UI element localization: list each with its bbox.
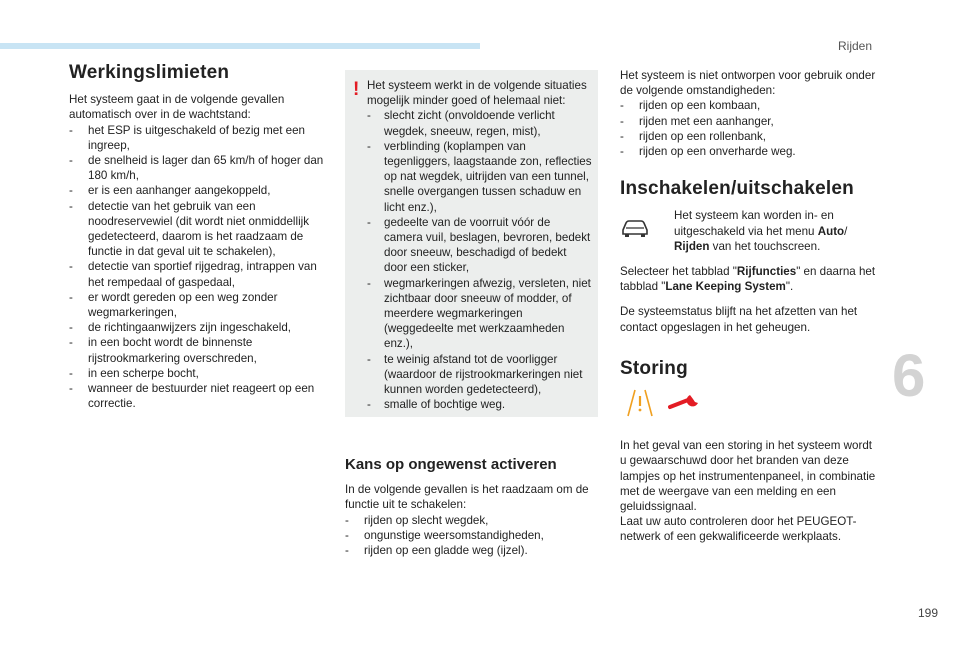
- unwanted-activation-intro: In de volgende gevallen is het raadzaam om de functie uit te schakelen:: [345, 483, 589, 512]
- status-memory-text: De systeemstatus blijft na het afzetten van het contact opgeslagen in het geheugen.: [620, 305, 858, 334]
- page-number: 199: [918, 606, 939, 620]
- section-label: Rijden: [838, 39, 873, 53]
- menu-rijden: Rijden: [674, 239, 710, 253]
- activation-text: [674, 208, 878, 254]
- menu-auto: Auto: [817, 224, 845, 238]
- activation-row: [620, 208, 878, 254]
- activation-text-b: /: [844, 224, 848, 238]
- list-item: - er is een aanhanger aangekoppeld,: [69, 183, 327, 198]
- fault-icons: [624, 388, 878, 422]
- warning-intro: Het systeem werkt in de volgende situaties mogelijk minder goed of helemaal niet:: [367, 79, 587, 108]
- list-item: - wegmarkeringen afwezig, versleten, niet zichtbaar door sneeuw of modder, of meerdere wegmarkeringen (weggedeelte met werkzaamheden enz.),: [367, 276, 592, 352]
- unwanted-activation-list: [345, 513, 598, 559]
- fault-text-1: In het geval van een storing in het systeem wordt u gewaarschuwd door het branden van deze lampjes op het instrumentenpaneel, in combinatie met de weergave van een melding en een geluidssignaal.: [620, 439, 876, 514]
- list-item: - verblinding (koplampen van tegenliggers, laagstaande zon, reflecties op nat wegdek, uitrijden van een tunnel, snelle overgangen tussen schaduw en licht enz.),: [367, 139, 592, 215]
- list-item: - rijden op een onverharde weg.: [620, 144, 878, 159]
- list-item: - ongunstige weersomstandigheden,: [345, 528, 598, 543]
- wrench-icon: [668, 392, 702, 418]
- list-item: - te weinig afstand tot de voorligger (waardoor de rijstrookmarkeringen niet kunnen worden gedetecteerd),: [367, 352, 592, 398]
- list-item: - rijden op een rollenbank,: [620, 129, 878, 144]
- list-item: - rijden op een gladde weg (ijzel).: [345, 543, 598, 558]
- chapter-number: 6: [892, 342, 926, 409]
- list-item: - er wordt gereden op een weg zonder wegmarkeringen,: [69, 290, 327, 320]
- column-warning: [345, 70, 598, 558]
- list-item: - wanneer de bestuurder niet reageert op een correctie.: [69, 381, 327, 411]
- unwanted-activation-title: Kans op ongewenst activeren: [345, 456, 557, 473]
- lane-warning-icon: [624, 388, 656, 422]
- fault-title: Storing: [620, 357, 688, 379]
- select-tab-c: ".: [785, 280, 794, 294]
- not-designed-list: [620, 98, 878, 159]
- tab-lane-keeping: Lane Keeping System: [665, 280, 786, 294]
- limits-list: [69, 123, 327, 412]
- limits-title: Werkingslimieten: [69, 62, 230, 83]
- list-item: - in een bocht wordt de binnenste rijstrookmarkering overschreden,: [69, 335, 327, 365]
- list-item: - detectie van sportief rijgedrag, intrappen van het rempedaal of gaspedaal,: [69, 259, 327, 289]
- column-activation: [620, 68, 878, 545]
- select-tab-b: " en daarna het tabblad ": [620, 265, 876, 294]
- fault-text-2: Laat uw auto controleren door het PEUGEOT-netwerk of een gekwalificeerde werkplaats.: [620, 515, 857, 544]
- activation-text-c: van het touchscreen.: [709, 239, 821, 253]
- list-item: - de snelheid is lager dan 65 km/h of hoger dan 180 km/h,: [69, 153, 327, 183]
- not-designed-intro: Het systeem is niet ontworpen voor gebruik onder de volgende omstandigheden:: [620, 69, 876, 98]
- select-tab-a: Selecteer het tabblad ": [620, 265, 737, 279]
- column-limits: [69, 62, 327, 411]
- list-item: - in een scherpe bocht,: [69, 366, 327, 381]
- list-item: - het ESP is uitgeschakeld of bezig met een ingreep,: [69, 123, 327, 153]
- select-tab-text: [620, 264, 878, 294]
- list-item: - detectie van het gebruik van een noodreservewiel (dit wordt niet onmiddellijk gedetecteerd, daarom is het raadzaam de functie in dat geval uit te schakelen),: [69, 199, 327, 260]
- header-bar: [0, 43, 480, 49]
- unwanted-activation-section: [345, 457, 598, 558]
- list-item: - rijden op slecht wegdek,: [345, 513, 598, 528]
- limits-intro: Het systeem gaat in de volgende gevallen automatisch over in de wachtstand:: [69, 93, 285, 122]
- list-item: - slecht zicht (onvoldoende verlicht wegdek, sneeuw, regen, mist),: [367, 108, 592, 138]
- warning-icon: !: [353, 79, 360, 100]
- activation-text-a: Het systeem kan worden in- en uitgeschakeld via het menu: [674, 209, 834, 238]
- list-item: - rijden op een kombaan,: [620, 98, 878, 113]
- list-item: - rijden met een aanhanger,: [620, 114, 878, 129]
- activation-title: Inschakelen/uitschakelen: [620, 178, 854, 200]
- list-item: - smalle of bochtige weg.: [367, 397, 592, 412]
- warning-list: [367, 108, 592, 412]
- tab-rijfuncties: Rijfuncties: [736, 265, 797, 279]
- car-icon: [620, 208, 674, 242]
- list-item: - de richtingaanwijzers zijn ingeschakeld,: [69, 320, 327, 335]
- warning-box: [345, 70, 598, 417]
- list-item: - gedeelte van de voorruit vóór de camera vuil, beslagen, bevroren, bedekt door sneeuw, beschadigd of bedekt door een sticker,: [367, 215, 592, 276]
